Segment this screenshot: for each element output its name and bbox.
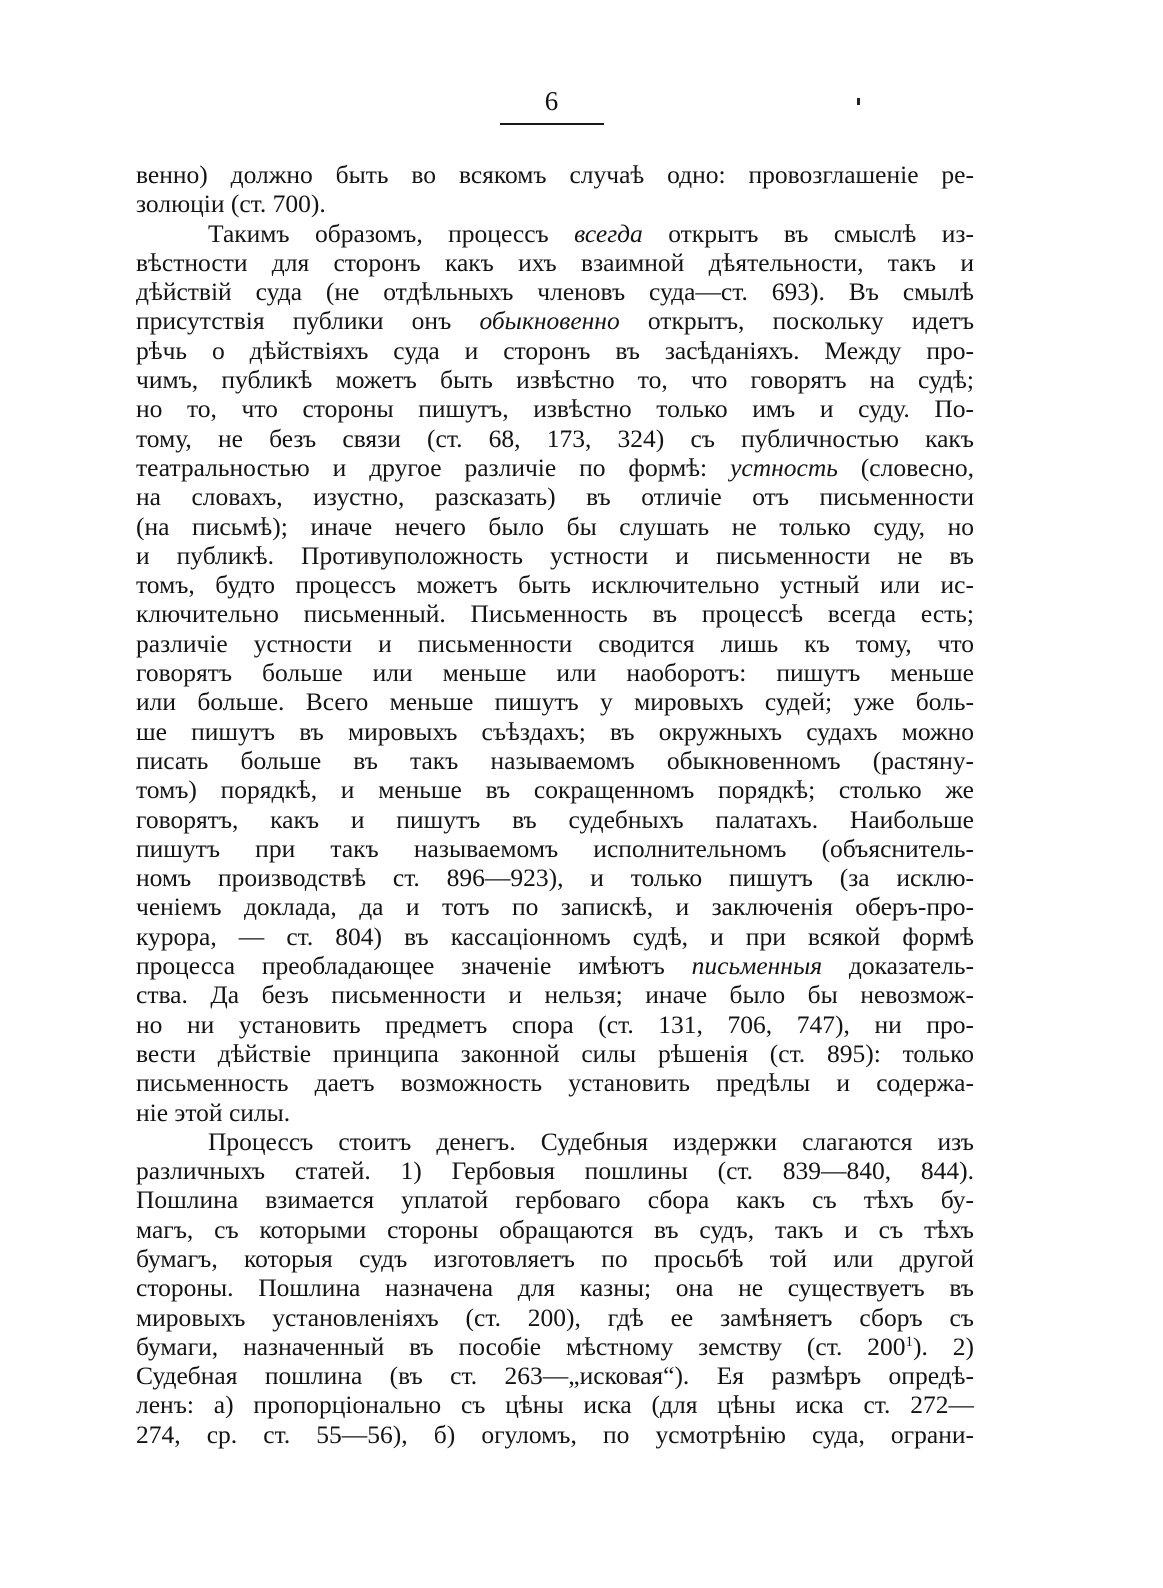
text-segment: или больше. Всего меньше пишутъ у мировыхъ судей; уже боль- [136,687,974,717]
text-line [136,1332,974,1361]
text-segment: вести дѣйствіе принципа законной силы рѣшенія (ст. 895): только [136,1038,974,1068]
text-line [136,1010,974,1039]
text-segment: Такимъ образомъ, процессъ [208,218,575,248]
text-segment: доказатель- [822,951,974,981]
text-segment: магъ, съ которыми стороны обращаются въ судъ, такъ и съ тѣхъ [136,1214,974,1244]
page-number: 6 [544,86,559,116]
text-line [136,599,974,628]
text-segment: ченіемъ доклада, да и тотъ по запискѣ, и заключенія оберъ-про- [136,892,974,922]
text-segment: ства. Да безъ письменности и нельзя; иначе было бы невозмож- [136,980,974,1010]
text-segment: Процессъ стоитъ денегъ. Судебныя издержки слагаются изъ [208,1126,974,1156]
text-line [136,1390,974,1419]
text-segment: письменность даетъ возможность установить предѣлы и содержа- [136,1068,974,1098]
text-segment: открытъ, поскольку идетъ [619,306,975,336]
text-segment: венно) должно быть во всякомъ случаѣ одно: провозглашеніе ре- [136,160,974,189]
text-segment: томъ, будто процессъ можетъ быть исключительно устный или ис- [136,570,974,600]
text-segment: пишутъ при такъ называемомъ исполнительномъ (объяснитель- [136,833,974,863]
text-segment: стороны. Пошлина назначена для казны; она не существуетъ въ [136,1273,974,1303]
text-segment: открытъ въ смыслѣ из- [642,218,974,248]
text-line [136,248,974,277]
text-line [136,160,974,189]
text-segment: (на письмѣ); иначе нечего было бы слушать не только суду, но [136,511,974,541]
text-segment: курора, — ст. 804) въ кассаціонномъ судѣ, и при всякой формѣ [136,921,974,951]
text-line [136,834,974,863]
text-segment: ленъ: а) пропорціонально съ цѣны иска (для цѣны иска ст. 272— [136,1390,974,1420]
text-line [136,1039,974,1068]
text-segment: и публикѣ. Противуположность устности и письменности не въ [136,540,974,570]
text-segment: Судебная пошлина (въ ст. 263—„исковая“). Ея размѣръ опредѣ- [136,1361,974,1391]
text-segment: различныхъ статей. 1) Гербовыя пошлины (ст. 839—840, 844). [136,1156,974,1186]
text-line [136,687,974,716]
italic-emphasis: обыкновенно [479,306,620,336]
print-speck [857,98,860,105]
text-line [136,365,974,394]
text-line [136,306,974,335]
text-line [136,1303,974,1332]
text-segment: (словесно, [837,452,974,482]
italic-emphasis: письменныя [691,951,823,981]
text-segment: вѣстности для сторонъ какъ ихъ взаимной дѣятельности, такъ и [136,247,974,277]
text-line [136,1244,974,1273]
text-segment: говорятъ, какъ и пишутъ въ судебныхъ палатахъ. Наибольше [136,804,974,834]
text-line [136,277,974,306]
text-segment: мировыхъ установленіяхъ (ст. 200), гдѣ ее замѣняетъ сборъ съ [136,1302,974,1332]
text-line [136,482,974,511]
italic-emphasis: устность [730,452,838,482]
text-line [136,1185,974,1214]
text-segment: Пошлина взимается уплатой гербоваго сбора какъ съ тѣхъ бу- [136,1185,974,1215]
text-line [136,892,974,921]
text-line [136,951,974,980]
text-segment: ніе этой силы. [136,1097,291,1127]
text-segment: писать больше въ такъ называемомъ обыкновенномъ (растяну- [136,745,974,775]
text-line [136,717,974,746]
text-line [136,1156,974,1185]
italic-emphasis: всегда [574,218,643,248]
text-segment: рѣчь о дѣйствіяхъ суда и сторонъ въ засѣданіяхъ. Между про- [136,335,974,365]
text-line [136,541,974,570]
text-segment: томъ) порядкѣ, и меньше въ сокращенномъ порядкѣ; столько же [136,775,974,805]
text-line [136,1127,974,1156]
text-segment: бумагъ, которыя судъ изготовляетъ по просьбѣ той или другой [136,1243,974,1273]
text-line [136,1068,974,1097]
text-segment: различіе устности и письменности сводится лишь къ тому, что [136,628,974,658]
text-segment: говорятъ больше или меньше или наоборотъ: пишутъ меньше [136,658,974,688]
text-line [136,658,974,687]
text-line [136,219,974,248]
text-line [136,189,974,218]
text-line [136,1098,974,1127]
text-segment: процесса преобладающее значеніе имѣютъ [136,951,692,981]
text-line [136,775,974,804]
text-segment: ше пишутъ въ мировыхъ съѣздахъ; въ окружныхъ судахъ можно [136,716,974,746]
page-number-rule [500,123,604,125]
text-segment: ). 2) [913,1331,974,1361]
text-segment: номъ производствѣ ст. 896—923), и только пишутъ (за исклю- [136,863,974,893]
text-line [136,570,974,599]
text-line [136,922,974,951]
text-segment: чимъ, публикѣ можетъ быть извѣстно то, что говорятъ на судѣ; [136,365,974,395]
text-line [136,336,974,365]
text-line [136,980,974,1009]
text-segment: ключительно письменный. Письменность въ процессѣ всегда есть; [136,599,974,629]
text-line [136,394,974,423]
text-segment: 274, ср. ст. 55—56), б) огуломъ, по усмотрѣнію суда, ограни- [136,1419,974,1449]
text-line [136,424,974,453]
text-line [136,453,974,482]
body-text [136,160,974,1449]
footnote-superscript: 1 [905,1333,913,1350]
text-segment: на словахъ, изустно, разсказать) въ отличіе отъ письменности [136,482,974,512]
text-line [136,863,974,892]
text-line [136,512,974,541]
text-line [136,1420,974,1449]
text-segment: театральностью и другое различіе по формѣ: [136,452,731,482]
text-line [136,1273,974,1302]
text-segment: золюціи (ст. 700). [136,189,326,219]
text-line [136,746,974,775]
text-segment: дѣйствій суда (не отдѣльныхъ членовъ суда—ст. 693). Въ смылѣ [136,277,974,307]
text-segment: но то, что стороны пишутъ, извѣстно только имъ и суду. По- [136,394,974,424]
text-line [136,1215,974,1244]
text-segment: тому, не безъ связи (ст. 68, 173, 324) съ публичностью какъ [136,423,974,453]
text-segment: но ни установить предметъ спора (ст. 131, 706, 747), ни про- [136,1009,974,1039]
text-line [136,805,974,834]
text-line [136,629,974,658]
text-segment: бумаги, назначенный въ пособіе мѣстному земству (ст. 200 [136,1331,906,1361]
text-line [136,1361,974,1390]
text-segment: присутствія публики онъ [136,306,480,336]
